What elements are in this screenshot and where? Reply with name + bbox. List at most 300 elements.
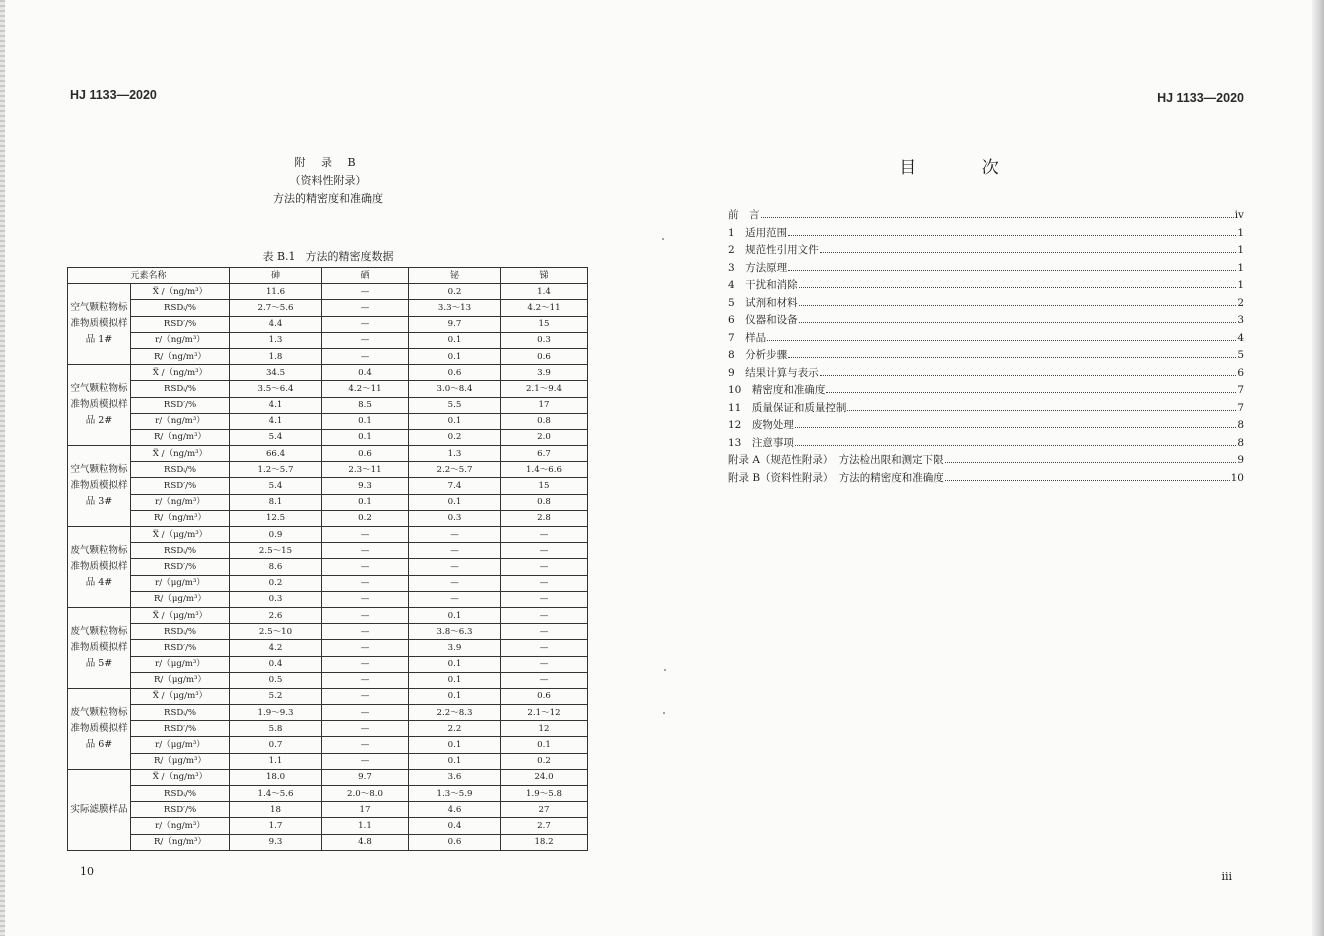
- table-number: 表 B.1: [262, 250, 296, 263]
- value-cell: 15: [501, 316, 588, 332]
- value-cell: 2.7～5.6: [230, 300, 322, 316]
- table-title: 方法的精密度数据: [305, 250, 394, 263]
- parameter-cell: R/（ng/m³）: [131, 429, 230, 445]
- value-cell: 24.0: [501, 769, 588, 785]
- parameter-cell: X̿ /（μg/m³）: [131, 607, 230, 623]
- appendix-subject: 方法的精密度和准确度: [273, 192, 383, 205]
- table-row: [68, 769, 588, 785]
- value-cell: 1.4～5.6: [230, 786, 322, 802]
- value-cell: 0.5: [230, 672, 322, 688]
- toc-entry[interactable]: [728, 295, 1244, 313]
- value-cell: 18.0: [230, 769, 322, 785]
- value-cell: 18: [230, 802, 322, 818]
- value-cell: 8.1: [230, 494, 322, 510]
- sample-group-name: 废气颗粒物标准物质模拟样品 6#: [68, 688, 131, 769]
- parameter-cell: RSD′/%: [131, 397, 230, 413]
- toc-entry[interactable]: [728, 470, 1244, 488]
- value-cell: 5.4: [230, 429, 322, 445]
- value-cell: —: [501, 543, 588, 559]
- table-row: [68, 737, 588, 753]
- value-cell: 4.2～11: [501, 300, 588, 316]
- parameter-cell: X̿ /（μg/m³）: [131, 527, 230, 543]
- value-cell: —: [322, 607, 409, 623]
- value-cell: 0.3: [230, 591, 322, 607]
- value-cell: 1.4: [501, 284, 588, 300]
- value-cell: 4.2: [230, 640, 322, 656]
- toc-entry-page: iv: [1234, 209, 1244, 221]
- table-row: [68, 365, 588, 381]
- value-cell: 0.6: [501, 688, 588, 704]
- table-of-contents: [728, 207, 1244, 487]
- parameter-cell: RSDᵢ/%: [131, 300, 230, 316]
- value-cell: 0.6: [409, 834, 501, 850]
- toc-entry-page: 5: [1237, 349, 1244, 361]
- value-cell: 1.7: [230, 818, 322, 834]
- value-cell: 1.8: [230, 348, 322, 364]
- toc-entry-page: 7: [1237, 401, 1244, 414]
- value-cell: 0.6: [409, 365, 501, 381]
- toc-entry[interactable]: [728, 365, 1244, 383]
- value-cell: —: [322, 672, 409, 688]
- toc-leader-dots: [761, 216, 1234, 218]
- toc-leader-dots: [945, 461, 1237, 463]
- toc-entry-label: 2 规范性引用文件: [728, 244, 819, 256]
- value-cell: 0.1: [409, 688, 501, 704]
- value-cell: 0.1: [409, 656, 501, 672]
- toc-entry-label: 11 质量保证和质量控制: [728, 401, 847, 414]
- value-cell: 1.9～5.8: [501, 786, 588, 802]
- toc-entry[interactable]: [728, 435, 1244, 453]
- value-cell: 5.5: [409, 397, 501, 413]
- table-row: [68, 640, 588, 656]
- value-cell: 0.1: [409, 737, 501, 753]
- value-cell: —: [501, 607, 588, 623]
- value-cell: —: [322, 753, 409, 769]
- page-number: 10: [80, 865, 94, 878]
- toc-leader-dots: [799, 286, 1237, 288]
- table-row: [68, 543, 588, 559]
- table-row: [68, 688, 588, 704]
- parameter-cell: RSDᵢ/%: [131, 543, 230, 559]
- value-cell: 0.1: [409, 494, 501, 510]
- toc-entry-label: 5 试剂和材料: [728, 296, 798, 309]
- value-cell: 4.6: [409, 802, 501, 818]
- toc-entry[interactable]: [728, 347, 1244, 365]
- value-cell: 2.1～12: [501, 705, 588, 721]
- value-cell: —: [322, 575, 409, 591]
- value-cell: 1.1: [230, 753, 322, 769]
- parameter-cell: RSDᵢ/%: [131, 624, 230, 640]
- table-row: [68, 332, 588, 348]
- value-cell: 3.0～8.4: [409, 381, 501, 397]
- value-cell: —: [409, 543, 501, 559]
- value-cell: —: [501, 672, 588, 688]
- toc-entry[interactable]: [728, 225, 1244, 243]
- value-cell: 0.1: [409, 753, 501, 769]
- toc-entry-page: 10: [1230, 471, 1244, 484]
- sample-group-name: 废气颗粒物标准物质模拟样品 5#: [68, 607, 131, 688]
- parameter-cell: RSDᵢ/%: [131, 462, 230, 478]
- scan-edge-left: [0, 0, 5, 936]
- toc-leader-dots: [767, 339, 1236, 341]
- standard-number: HJ 1133—2020: [70, 88, 157, 102]
- value-cell: 0.4: [230, 656, 322, 672]
- value-cell: 0.1: [409, 332, 501, 348]
- page-number: iii: [1221, 870, 1232, 883]
- parameter-cell: r/（μg/m³）: [131, 575, 230, 591]
- table-row: [68, 834, 588, 850]
- value-cell: —: [322, 721, 409, 737]
- header-element-name: 元素名称: [68, 268, 230, 284]
- value-cell: 0.8: [501, 494, 588, 510]
- parameter-cell: r/（ng/m³）: [131, 818, 230, 834]
- table-row: [68, 705, 588, 721]
- parameter-cell: RSD′/%: [131, 721, 230, 737]
- value-cell: 17: [322, 802, 409, 818]
- parameter-cell: X̿ /（μg/m³）: [131, 688, 230, 704]
- value-cell: 2.7: [501, 818, 588, 834]
- value-cell: 1.2～5.7: [230, 462, 322, 478]
- value-cell: 0.1: [322, 494, 409, 510]
- value-cell: 0.2: [409, 429, 501, 445]
- parameter-cell: X̿ /（ng/m³）: [131, 284, 230, 300]
- toc-entry-label: 9 结果计算与表示: [728, 366, 819, 379]
- value-cell: —: [322, 656, 409, 672]
- parameter-cell: RSD′/%: [131, 640, 230, 656]
- value-cell: 2.2～8.3: [409, 705, 501, 721]
- table-row: [68, 413, 588, 429]
- table-row: [68, 429, 588, 445]
- value-cell: 34.5: [230, 365, 322, 381]
- toc-entry-page: 7: [1237, 384, 1244, 396]
- toc-entry[interactable]: [728, 417, 1244, 435]
- table-row: [68, 591, 588, 607]
- value-cell: —: [501, 624, 588, 640]
- toc-leader-dots: [945, 479, 1230, 481]
- parameter-cell: X̿ /（ng/m³）: [131, 769, 230, 785]
- toc-entry[interactable]: [728, 260, 1244, 278]
- toc-entry-page: 1: [1237, 279, 1244, 291]
- value-cell: 0.1: [501, 737, 588, 753]
- value-cell: 1.3: [409, 446, 501, 462]
- parameter-cell: r/（ng/m³）: [131, 332, 230, 348]
- value-cell: 3.9: [501, 365, 588, 381]
- value-cell: —: [409, 559, 501, 575]
- value-cell: 0.4: [409, 818, 501, 834]
- sample-group-name: 空气颗粒物标准物质模拟样品 1#: [68, 284, 131, 365]
- parameter-cell: R/（μg/m³）: [131, 591, 230, 607]
- value-cell: —: [501, 527, 588, 543]
- toc-entry-label: 12 废物处理: [728, 419, 794, 431]
- parameter-cell: r/（ng/m³）: [131, 413, 230, 429]
- value-cell: —: [322, 332, 409, 348]
- value-cell: —: [322, 737, 409, 753]
- table-row: [68, 802, 588, 818]
- toc-leader-dots: [795, 444, 1236, 446]
- toc-entry-page: 1: [1237, 244, 1244, 256]
- table-header-row: [68, 268, 588, 284]
- toc-entry-label: 7 样品: [728, 331, 767, 344]
- value-cell: 0.3: [501, 332, 588, 348]
- value-cell: 0.1: [409, 413, 501, 429]
- toc-leader-dots: [820, 251, 1237, 253]
- value-cell: 0.8: [501, 413, 588, 429]
- value-cell: 9.7: [322, 769, 409, 785]
- sample-group-name: 空气颗粒物标准物质模拟样品 3#: [68, 446, 131, 527]
- toc-entry-page: 8: [1237, 419, 1244, 431]
- value-cell: —: [409, 591, 501, 607]
- table-row: [68, 510, 588, 526]
- toc-entry[interactable]: [728, 400, 1244, 418]
- toc-leader-dots: [826, 391, 1236, 393]
- value-cell: 4.2～11: [322, 381, 409, 397]
- toc-entry-label: 10 精密度和准确度: [728, 384, 826, 396]
- table-row: [68, 478, 588, 494]
- toc-entry[interactable]: [728, 382, 1244, 400]
- value-cell: 6.7: [501, 446, 588, 462]
- table-row: [68, 786, 588, 802]
- toc-entry-label: 附录 A（规范性附录） 方法检出限和测定下限: [728, 454, 944, 466]
- table-row: [68, 656, 588, 672]
- toc-entry[interactable]: [728, 277, 1244, 295]
- value-cell: —: [501, 640, 588, 656]
- toc-leader-dots: [788, 234, 1236, 236]
- value-cell: —: [322, 688, 409, 704]
- toc-entry-label: 附录 B（资料性附录） 方法的精密度和准确度: [728, 471, 944, 484]
- value-cell: 27: [501, 802, 588, 818]
- table-row: [68, 446, 588, 462]
- value-cell: 0.2: [230, 575, 322, 591]
- parameter-cell: R/（ng/m³）: [131, 834, 230, 850]
- value-cell: —: [322, 300, 409, 316]
- table-row: [68, 527, 588, 543]
- scan-edge-right: [1312, 0, 1324, 936]
- value-cell: 0.2: [501, 753, 588, 769]
- appendix-title: 附 录 B: [294, 156, 362, 169]
- value-cell: 3.6: [409, 769, 501, 785]
- toc-entry-label: 1 适用范围: [728, 226, 788, 239]
- value-cell: 3.5～6.4: [230, 381, 322, 397]
- parameter-cell: r/（ng/m³）: [131, 494, 230, 510]
- toc-entry-label: 3 方法原理: [728, 261, 788, 274]
- toc-entry-page: 1: [1237, 261, 1244, 274]
- value-cell: —: [501, 559, 588, 575]
- value-cell: 18.2: [501, 834, 588, 850]
- value-cell: —: [322, 624, 409, 640]
- sample-group-name: 废气颗粒物标准物质模拟样品 4#: [68, 527, 131, 608]
- table-row: [68, 818, 588, 834]
- table-row: [68, 462, 588, 478]
- value-cell: 0.1: [409, 672, 501, 688]
- value-cell: 2.3～11: [322, 462, 409, 478]
- value-cell: 1.3: [230, 332, 322, 348]
- toc-entry[interactable]: [728, 312, 1244, 330]
- toc-entry[interactable]: [728, 452, 1244, 470]
- value-cell: —: [322, 705, 409, 721]
- value-cell: 0.1: [409, 348, 501, 364]
- value-cell: 11.6: [230, 284, 322, 300]
- toc-leader-dots: [788, 356, 1236, 358]
- value-cell: 2.0～8.0: [322, 786, 409, 802]
- value-cell: 66.4: [230, 446, 322, 462]
- parameter-cell: R/（μg/m³）: [131, 672, 230, 688]
- table-row: [68, 575, 588, 591]
- value-cell: 5.4: [230, 478, 322, 494]
- parameter-cell: r/（μg/m³）: [131, 737, 230, 753]
- toc-entry-page: 9: [1237, 454, 1244, 466]
- toc-leader-dots: [847, 409, 1236, 411]
- toc-entry-page: 3: [1237, 314, 1244, 326]
- value-cell: —: [501, 575, 588, 591]
- value-cell: 17: [501, 397, 588, 413]
- value-cell: 7.4: [409, 478, 501, 494]
- value-cell: 2.1～9.4: [501, 381, 588, 397]
- header-bismuth: 铋: [409, 268, 501, 284]
- parameter-cell: R/（μg/m³）: [131, 753, 230, 769]
- value-cell: —: [409, 527, 501, 543]
- parameter-cell: R/（ng/m³）: [131, 510, 230, 526]
- toc-entry-page: 8: [1237, 436, 1244, 449]
- precision-table: [67, 267, 588, 851]
- header-selenium: 硒: [322, 268, 409, 284]
- table-row: [68, 381, 588, 397]
- toc-entry-page: 4: [1237, 331, 1244, 344]
- value-cell: 8.5: [322, 397, 409, 413]
- value-cell: 3.3～13: [409, 300, 501, 316]
- value-cell: 5.2: [230, 688, 322, 704]
- toc-entry-label: 前 言: [728, 209, 760, 221]
- value-cell: 2.6: [230, 607, 322, 623]
- appendix-type: （资料性附录）: [289, 174, 367, 187]
- value-cell: —: [322, 527, 409, 543]
- toc-entry-page: 2: [1237, 296, 1244, 309]
- table-row: [68, 284, 588, 300]
- value-cell: —: [322, 543, 409, 559]
- parameter-cell: X̿ /（ng/m³）: [131, 365, 230, 381]
- scan-speck: [663, 712, 665, 714]
- toc-entry-page: 6: [1237, 366, 1244, 379]
- parameter-cell: r/（μg/m³）: [131, 656, 230, 672]
- value-cell: 9.7: [409, 316, 501, 332]
- toc-leader-dots: [799, 304, 1237, 306]
- table-row: [68, 494, 588, 510]
- value-cell: —: [322, 559, 409, 575]
- toc-leader-dots: [799, 321, 1237, 323]
- table-row: [68, 300, 588, 316]
- parameter-cell: RSD′/%: [131, 802, 230, 818]
- parameter-cell: RSD′/%: [131, 559, 230, 575]
- value-cell: —: [322, 284, 409, 300]
- toc-entry-label: 13 注意事项: [728, 436, 794, 449]
- scan-speck: [662, 238, 664, 240]
- toc-entry-label: 8 分析步骤: [728, 349, 788, 361]
- parameter-cell: RSDᵢ/%: [131, 705, 230, 721]
- standard-number: HJ 1133—2020: [1157, 91, 1244, 105]
- table-row: [68, 624, 588, 640]
- table-row: [68, 721, 588, 737]
- toc-entry[interactable]: [728, 330, 1244, 348]
- value-cell: 2.8: [501, 510, 588, 526]
- value-cell: 2.2: [409, 721, 501, 737]
- value-cell: 2.2～5.7: [409, 462, 501, 478]
- table-caption: [68, 248, 588, 264]
- value-cell: 4.1: [230, 397, 322, 413]
- value-cell: 0.2: [409, 284, 501, 300]
- table-row: [68, 753, 588, 769]
- value-cell: 4.1: [230, 413, 322, 429]
- toc-entry-label: 4 干扰和消除: [728, 279, 798, 291]
- value-cell: 1.3～5.9: [409, 786, 501, 802]
- value-cell: 3.8～6.3: [409, 624, 501, 640]
- value-cell: 9.3: [322, 478, 409, 494]
- parameter-cell: RSDᵢ/%: [131, 381, 230, 397]
- toc-leader-dots: [820, 374, 1237, 376]
- parameter-cell: R/（ng/m³）: [131, 348, 230, 364]
- table-row: [68, 559, 588, 575]
- value-cell: —: [322, 591, 409, 607]
- value-cell: —: [409, 575, 501, 591]
- toc-title: 目 次: [899, 158, 1029, 178]
- value-cell: 5.8: [230, 721, 322, 737]
- value-cell: —: [501, 591, 588, 607]
- value-cell: 15: [501, 478, 588, 494]
- value-cell: 9.3: [230, 834, 322, 850]
- value-cell: 2.5～10: [230, 624, 322, 640]
- parameter-cell: RSD′/%: [131, 316, 230, 332]
- value-cell: 2.0: [501, 429, 588, 445]
- table-row: [68, 397, 588, 413]
- appendix-heading: [68, 154, 588, 208]
- value-cell: 0.3: [409, 510, 501, 526]
- parameter-cell: RSD′/%: [131, 478, 230, 494]
- table-row: [68, 672, 588, 688]
- value-cell: 8.6: [230, 559, 322, 575]
- value-cell: 0.9: [230, 527, 322, 543]
- value-cell: 3.9: [409, 640, 501, 656]
- header-arsenic: 砷: [230, 268, 322, 284]
- right-page: [664, 0, 1310, 936]
- value-cell: —: [501, 656, 588, 672]
- parameter-cell: RSDᵢ/%: [131, 786, 230, 802]
- value-cell: —: [322, 316, 409, 332]
- toc-entry-label: 6 仪器和设备: [728, 314, 798, 326]
- value-cell: 0.1: [322, 429, 409, 445]
- header-antimony: 锑: [501, 268, 588, 284]
- toc-entry[interactable]: [728, 207, 1244, 225]
- value-cell: 1.1: [322, 818, 409, 834]
- value-cell: 0.1: [322, 413, 409, 429]
- table-row: [68, 607, 588, 623]
- toc-entry-page: 1: [1237, 226, 1244, 239]
- value-cell: 0.2: [322, 510, 409, 526]
- toc-leader-dots: [795, 426, 1236, 428]
- value-cell: 4.4: [230, 316, 322, 332]
- value-cell: —: [322, 348, 409, 364]
- value-cell: 0.1: [409, 607, 501, 623]
- value-cell: 0.7: [230, 737, 322, 753]
- value-cell: 1.9～9.3: [230, 705, 322, 721]
- value-cell: 2.5～15: [230, 543, 322, 559]
- value-cell: 0.4: [322, 365, 409, 381]
- value-cell: —: [322, 640, 409, 656]
- value-cell: 0.6: [322, 446, 409, 462]
- sample-group-name: 空气颗粒物标准物质模拟样品 2#: [68, 365, 131, 446]
- value-cell: 0.6: [501, 348, 588, 364]
- value-cell: 12: [501, 721, 588, 737]
- table-row: [68, 348, 588, 364]
- toc-entry[interactable]: [728, 242, 1244, 260]
- sample-group-name: 实际滤膜样品: [68, 769, 131, 850]
